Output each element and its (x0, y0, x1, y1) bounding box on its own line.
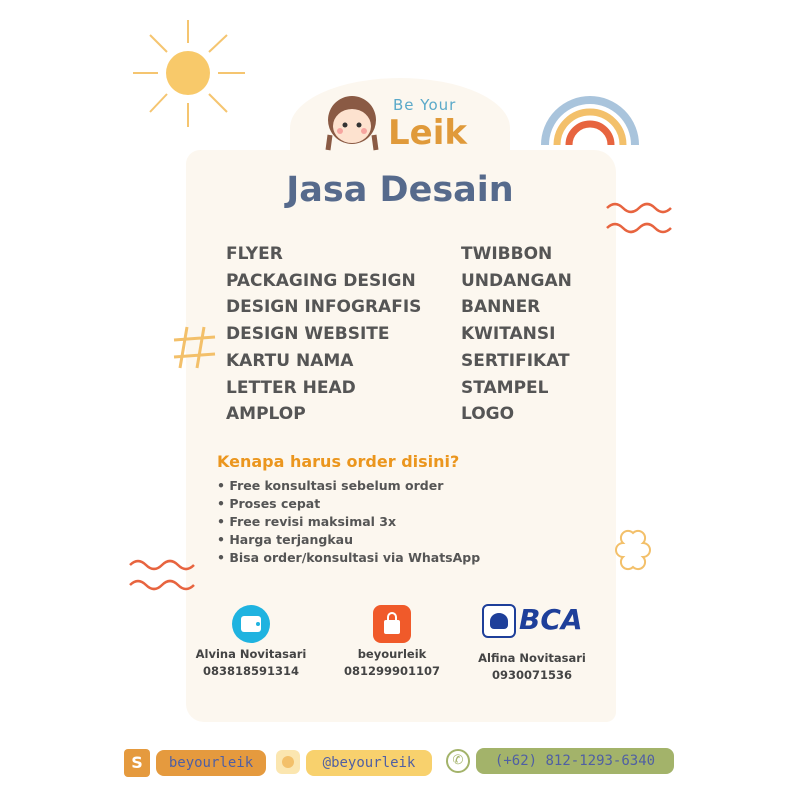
service-item: UNDANGAN (461, 270, 572, 291)
service-item: LOGO (461, 404, 515, 425)
logo-text-top: Be Your (393, 96, 457, 114)
why-heading: Kenapa harus order disini? (217, 452, 460, 471)
why-item: • Bisa order/konsultasi via WhatsApp (217, 549, 480, 567)
bca-brand: BCA (519, 603, 583, 636)
service-item: DESIGN INFOGRAFIS (226, 297, 422, 318)
service-item: STAMPEL (461, 377, 549, 398)
whatsapp-icon: ✆ (446, 749, 470, 773)
payment-account (171, 646, 331, 680)
account-number: 083818591314 (202, 664, 300, 678)
why-item: • Proses cepat (217, 495, 480, 513)
service-item: KWITANSI (461, 324, 556, 345)
logo-text-main: Leik (388, 113, 467, 153)
payment-account (452, 650, 612, 684)
instagram-icon (276, 750, 300, 774)
account-number: 0930071536 (491, 668, 573, 682)
girl-avatar-icon (322, 90, 382, 155)
why-item: • Harga terjangkau (217, 531, 480, 549)
flower-icon (610, 527, 656, 573)
service-item: DESIGN WEBSITE (226, 324, 390, 345)
services-left (226, 241, 421, 428)
service-item: TWIBBON (461, 244, 553, 264)
contact-instagram[interactable]: @beyourleik (306, 750, 432, 776)
account-name: Alvina Novitasari (195, 647, 307, 661)
hash-decoration (172, 325, 217, 370)
account-name: Alfina Novitasari (478, 651, 586, 665)
bca-logo-icon (482, 604, 516, 638)
service-item: FLYER (226, 244, 283, 264)
why-list (217, 477, 480, 567)
page-title: Jasa Desain (286, 170, 514, 210)
shopee-icon: S (124, 749, 150, 777)
services-right (461, 241, 572, 428)
wallet-icon (232, 605, 270, 643)
service-item: KARTU NAMA (226, 350, 354, 371)
service-item: PACKAGING DESIGN (226, 270, 416, 291)
contact-whatsapp[interactable]: (+62) 812-1293-6340 (476, 748, 674, 774)
account-name: beyourleik (357, 647, 427, 661)
why-item: • Free konsultasi sebelum order (217, 477, 480, 495)
account-number: 081299901107 (343, 664, 441, 678)
shopee-bag-icon (373, 605, 411, 643)
service-item: AMPLOP (226, 404, 306, 425)
why-item: • Free revisi maksimal 3x (217, 513, 480, 531)
payment-account (312, 646, 472, 680)
contact-shopee[interactable]: beyourleik (156, 750, 266, 776)
rainbow-icon (535, 70, 645, 150)
service-item: LETTER HEAD (226, 377, 356, 398)
service-item: SERTIFIKAT (461, 350, 570, 371)
service-item: BANNER (461, 297, 541, 318)
sun-icon (125, 15, 255, 135)
wave-decoration (128, 555, 198, 595)
